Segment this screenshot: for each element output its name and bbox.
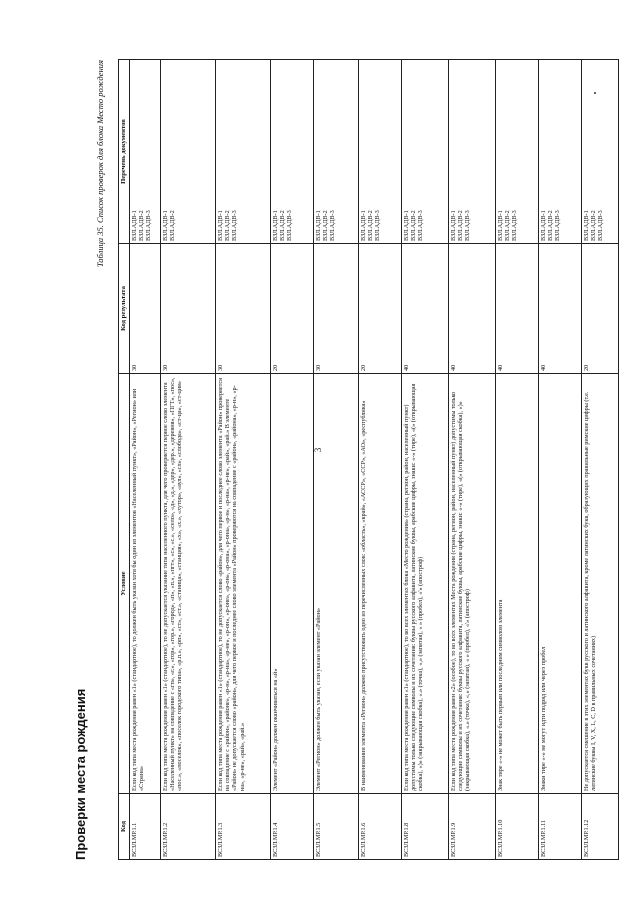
document-item: ВЗЛ.АДВ-2 [169,210,177,241]
cell-result: 20 [581,244,618,374]
cell-condition: Элемент «Регион» должен быть указан, если указан элемент «Район» [313,374,358,794]
table-row [313,60,358,860]
document-item: ВЗЛ.АДВ-3 [554,210,562,241]
cell-code: ВСЗЛ.МР.1.8 [401,794,448,860]
cell-condition: Знак тире «-» не может быть первым или последним символом элемента [495,374,538,794]
table-row [495,60,538,860]
document-item: ВЗЛ.АДВ-1 [314,210,322,241]
document-item: ВЗЛ.АДВ-2 [504,210,512,241]
table-caption: Таблица 35. Список проверок для блока Место рождения [95,60,105,268]
header-code: Код [119,794,130,860]
cell-code: ВСЗЛ.МР.1.5 [313,794,358,860]
header-result-code: Код результата [119,244,130,374]
document-item: ВЗЛ.АДВ-3 [374,210,382,241]
document-item: ВЗЛ.АДВ-2 [138,210,146,241]
cell-documents [495,60,538,244]
cell-result: 30 [129,244,160,374]
cell-documents [358,60,401,244]
table-header-row [119,60,130,860]
cell-condition: Не допускается смешение в этих элементах букв русского и латинского алфавита, кроме латинских букв, образующих правильные римские цифры (т.е. латинские буквы I, V, X, L, C, D в правильных сочетаниях) [581,374,618,794]
cell-result: 40 [538,244,581,374]
cell-code: ВСЗЛ.МР.1.12 [581,794,618,860]
cell-code: ВСЗЛ.МР.1.10 [495,794,538,860]
document-item: ВЗЛ.АДВ-1 [539,210,547,241]
cell-code: ВСЗЛ.МР.1.6 [358,794,401,860]
document-item: ВЗЛ.АДВ-3 [145,210,153,241]
document-item: ВЗЛ.АДВ-2 [322,210,330,241]
cell-condition: Если код типа места рождения равен «1» (стандартное), то не допускается слово «район», для чего первое и последнее слово элемента «Район» проверяется на совпадение с «район», «районе», «р-н», «р-на», «р-не», «р-он», «р-оне», «р-он», «р-она», «р-онa», «р-н», «р-на», «р-не», «рай», «рай.» В элементе «Район» не допускается слово «район», для чего первое и последнее слово элемента «Район» проверяются на совпадение с «район», «района», «р-н», «р-на», «р-не», «рай», «рай.» [215,374,270,794]
cell-documents [270,60,313,244]
document-item: ВЗЛ.АДВ-1 [496,210,504,241]
document-item: ВЗЛ.АДВ-3 [597,210,605,241]
cell-documents [401,60,448,244]
cell-result: 40 [401,244,448,374]
document-item: ВЗЛ.АДВ-2 [547,210,555,241]
document-item: ВЗЛ.АДВ-3 [417,210,425,241]
table-row [215,60,270,860]
cell-condition: Если код типа места рождения равен «1» (стандартное), то во всех элементах блока «Место рождения» (страна, регион, район, населенный пункт) допустимы только следующие символы и их сочетания: буквы русского алфавита, латинские буквы, арабские цифры, знаки: «-» (тире), «(» (открывающая скобка), «)» (закрывающая скобка), «.» (точка), «,» (запятая), « » (пробел), «'» (апостроф) [401,374,448,794]
cell-documents [581,60,618,244]
document-item: ВЗЛ.АДВ-2 [224,210,232,241]
document-item: ВЗЛ.АДВ-2 [279,210,287,241]
table-row [129,60,160,860]
table-row [538,60,581,860]
document-item: ВЗЛ.АДВ-1 [216,210,224,241]
section-title: Проверки места рождения [73,688,88,860]
document-item: ВЗЛ.АДВ-1 [161,210,169,241]
cell-documents [538,60,581,244]
document-item: ВЗЛ.АДВ-3 [464,210,472,241]
document-item: ВЗЛ.АДВ-3 [329,210,337,241]
table-row [160,60,215,860]
document-item: ВЗЛ.АДВ-1 [271,210,279,241]
document-item: ВЗЛ.АДВ-2 [410,210,418,241]
cell-condition: Знаки тире «-» не могут идти подряд или через пробел [538,374,581,794]
cell-result: 20 [270,244,313,374]
checks-table [118,59,619,860]
document-item: ВЗЛ.АДВ-3 [286,210,294,241]
page-number: 3 [313,447,323,453]
document-item: ВЗЛ.АДВ-2 [457,210,465,241]
document-item: ВЗЛ.АДВ-1 [130,210,138,241]
header-documents: Перечень документов [119,60,130,244]
cell-code: ВСЗЛ.МР.1.3 [215,794,270,860]
table-row [401,60,448,860]
document-item: ВЗЛ.АДВ-1 [582,210,590,241]
cell-code: ВСЗЛ.МР.1.2 [160,794,215,860]
cell-condition: Если код типа места рождения равен «2» (особое), то во всех элементах Места рождения (страна, регион, район, населенный пункт) допустимы только следующие символы и их сочетания: буквы русского алфавита, латинские буквы, арабские цифры, знаки: «-» (тире), «(» (открывающая скобка), «)» (закрывающая скобка), «.» (точка), «,» (запятая), « » (пробел), «'» (апостроф) [448,374,495,794]
cell-result: 40 [495,244,538,374]
document-item: ВЗЛ.АДВ-1 [449,210,457,241]
table-row [358,60,401,860]
cell-result: 30 [160,244,215,374]
cell-result: 40 [448,244,495,374]
cell-code: ВСЗЛ.МР.1.1 [129,794,160,860]
cell-documents [313,60,358,244]
cell-result: 30 [215,244,270,374]
cell-result: 20 [358,244,401,374]
cell-result: 30 [313,244,358,374]
cell-condition: Элемент «Район» должен оканчиваться на «й» [270,374,313,794]
cell-documents [129,60,160,244]
document-item: ВЗЛ.АДВ-3 [231,210,239,241]
cell-documents [215,60,270,244]
cell-documents [160,60,215,244]
table-row [448,60,495,860]
cell-code: ВСЗЛ.МР.1.11 [538,794,581,860]
cell-condition: Если код типа места рождения равен «1» (стандартное), то не допускается указание типа населенного пункта, для чего проверяется первое слово элемента «Населенный пункт» на совпадение с «гп», «г.», «гор», «гор.», «город», «п», «п.», «пгт», «с», «с.», «село», «д», «д.», «дер», «дер.», «деревня», «ПГТ», «пос», «пос.», «поселок», «поселок городского типа», «р.п.», «рп», «ст», «ст.», «станица», «станция», «х», «х.», «хутор», «аул», «сл», «слобода», «ст-ца», «ст-ция» [160,374,215,794]
cell-documents [448,60,495,244]
cell-condition: В наименовании элемента «Регион» должно присутствовать одно из перечисленных слов: «область», «край», «АССР», «ССР», «АО», «республика» [358,374,401,794]
cell-code: ВСЗЛ.МР.1.9 [448,794,495,860]
document-item: ВЗЛ.АДВ-1 [359,210,367,241]
document-item: ВЗЛ.АДВ-3 [511,210,519,241]
cell-condition: Если код типа места рождения равен «1» (стандартное), то должен быть указан хотя бы один из элементов «Населенный пункт», «Район», «Регион» или «Страна» [129,374,160,794]
rotated-sheet [73,60,605,860]
document-item: ВЗЛ.АДВ-2 [367,210,375,241]
header-condition: Условие [119,374,130,794]
document-item: ВЗЛ.АДВ-2 [590,210,598,241]
table-row [270,60,313,860]
document-item: ВЗЛ.АДВ-1 [402,210,410,241]
table-row [581,60,618,860]
cell-code: ВСЗЛ.МР.1.4 [270,794,313,860]
